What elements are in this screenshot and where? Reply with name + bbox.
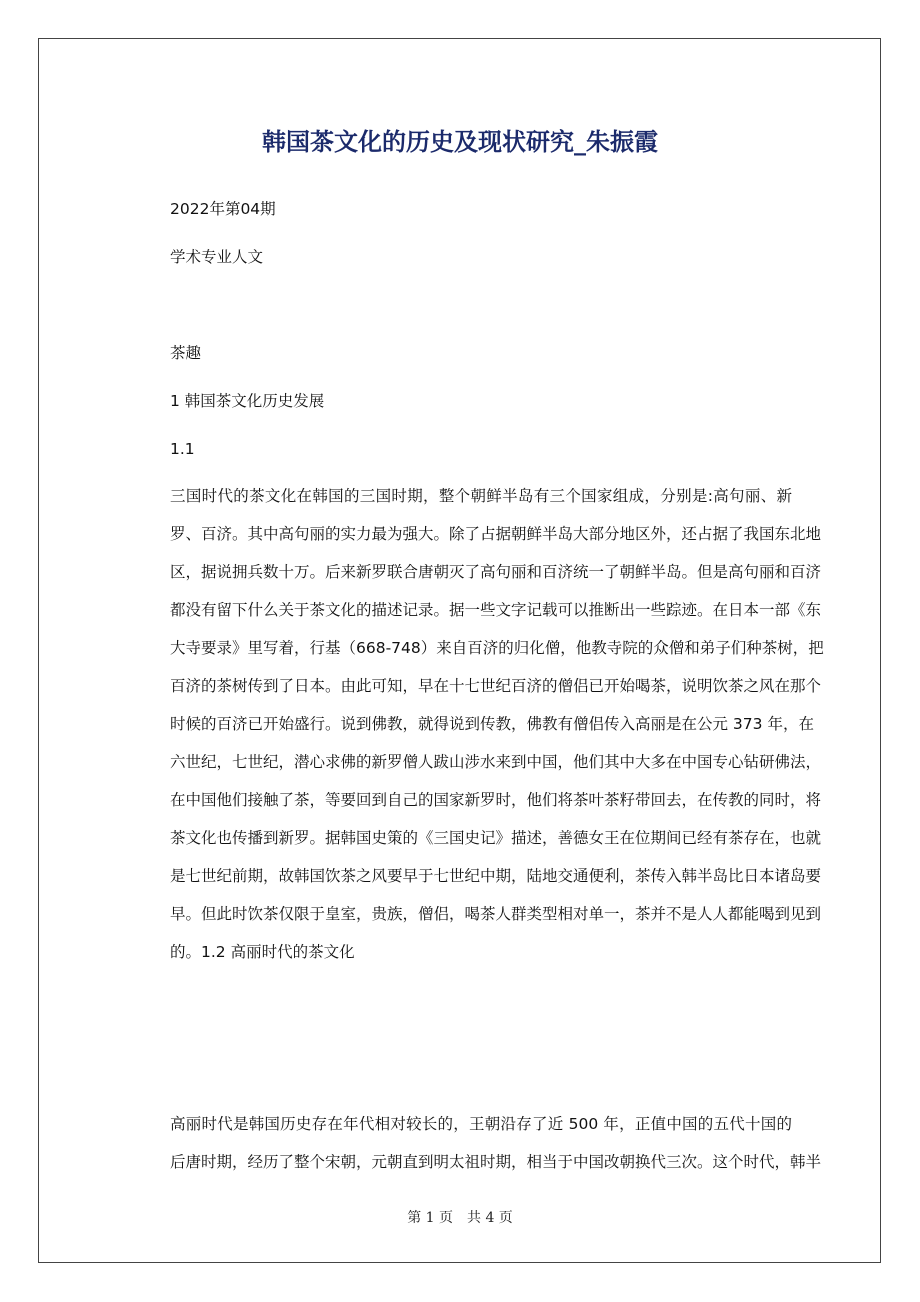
paragraph-line: 是七世纪前期，故韩国饮茶之风要早于七世纪中期，陆地交通便利，茶传入韩半岛比日本诸岛要 [170,867,822,885]
paragraph-line: 高丽时代是韩国历史存在年代相对较长的，王朝沿存了近 500 年，正值中国的五代十国的 [170,1115,792,1133]
paragraph-line: 时候的百济已开始盛行。说到佛教，就得说到传教，佛教有僧侣传入高丽是在公元 373 年，在 [170,715,814,733]
page-footer: 第 1 页 共 4 页 [407,1210,513,1226]
paragraph-line: 在中国他们接触了茶，等要回到自己的国家新罗时，他们将茶叶茶籽带回去，在传教的同时，将 [170,791,822,809]
paragraph-line: 百济的茶树传到了日本。由此可知，早在十七世纪百济的僧侣已开始喝茶，说明饮茶之风在那个 [170,677,822,695]
issue-text: 2022年第04期 [170,200,276,218]
document-title: 韩国茶文化的历史及现状研究_朱振霞 [262,128,658,156]
paragraph-line: 三国时代的茶文化在韩国的三国时期，整个朝鲜半岛有三个国家组成，分别是:高句丽、新 [170,487,792,505]
paragraph-line: 的。1.2 高丽时代的茶文化 [170,943,355,961]
category-text: 学术专业人文 [170,248,264,266]
paragraph-line: 茶文化也传播到新罗。据韩国史策的《三国史记》描述，善德女王在位期间已经有茶存在，也就 [170,829,822,847]
paragraph-line: 罗、百济。其中高句丽的实力最为强大。除了占据朝鲜半岛大部分地区外，还占据了我国东北地 [170,525,822,543]
paragraph-line: 区，据说拥兵数十万。后来新罗联合唐朝灭了高句丽和百济统一了朝鲜半岛。但是高句丽和百济 [170,563,822,581]
paragraph-line: 早。但此时饮茶仅限于皇室，贵族，僧侣，喝茶人群类型相对单一，茶并不是人人都能喝到见到 [170,905,822,923]
paragraph-line: 都没有留下什么关于茶文化的描述记录。据一些文字记载可以推断出一些踪迹。在日本一部《东 [170,601,822,619]
paragraph-line: 后唐时期，经历了整个宋朝，元朝直到明太祖时期，相当于中国改朝换代三次。这个时代，韩半 [170,1153,822,1171]
paragraph-line: 大寺要录》里写着，行基（668-748）来自百济的归化僧，他教寺院的众僧和弟子们种茶树，把 [170,639,824,657]
section-label: 茶趣 [170,344,202,362]
heading-1-1: 1.1 [170,440,195,458]
heading-1: 1 韩国茶文化历史发展 [170,392,325,410]
paragraph-line: 六世纪，七世纪，潜心求佛的新罗僧人跋山涉水来到中国，他们其中大多在中国专心钻研佛法， [170,753,822,771]
